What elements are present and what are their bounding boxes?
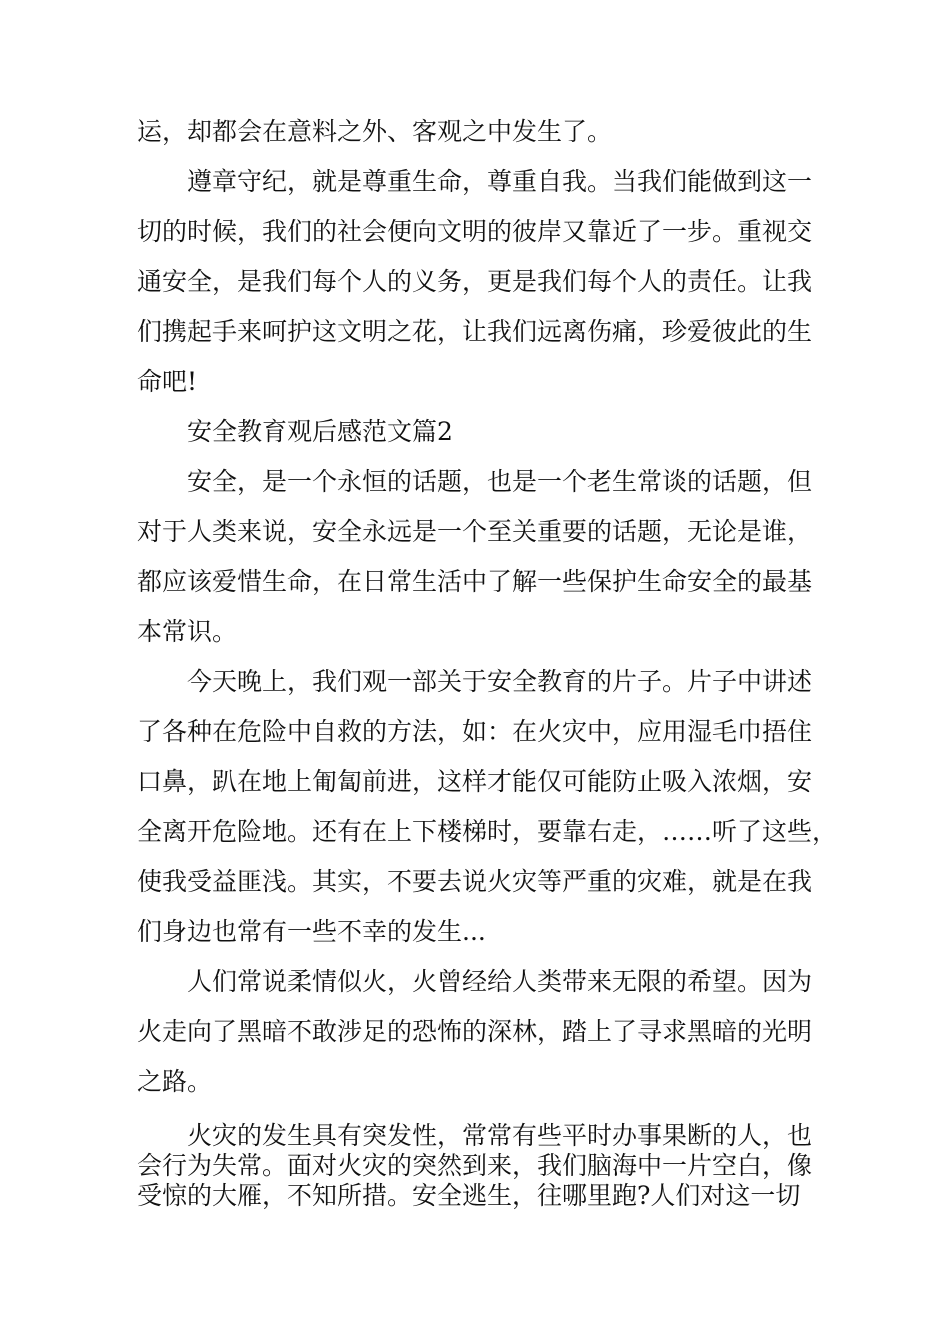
text-line: 们携起手来呵护这文明之花，让我们远离伤痛，珍爱彼此的生	[137, 317, 813, 346]
text-line: 受惊的大雁，不知所措。安全逃生，往哪里跑?人们对这一切	[137, 1181, 801, 1210]
text-line: 全离开危险地。还有在上下楼梯时，要靠右走，……听了这些，	[137, 817, 838, 846]
text-line: 之路。	[137, 1067, 213, 1096]
text-line: 们身边也常有一些不幸的发生...	[137, 917, 486, 946]
paragraph-first-line: 火灾的发生具有突发性，常常有些平时办事果断的人，也	[187, 1121, 813, 1150]
text-line: 命吧!	[137, 367, 198, 396]
text-line: 了各种在危险中自救的方法，如：在火灾中，应用湿毛巾捂住	[137, 717, 813, 746]
text-line: 运，却都会在意料之外、客观之中发生了。	[137, 117, 613, 146]
paragraph-first-line: 人们常说柔情似火，火曾经给人类带来无限的希望。因为	[187, 967, 813, 996]
text-line: 会行为失常。面对火灾的突然到来，我们脑海中一片空白，像	[137, 1151, 813, 1180]
paragraph-first-line: 安全，是一个永恒的话题，也是一个老生常谈的话题，但	[187, 467, 813, 496]
text-line: 口鼻，趴在地上匍匐前进，这样才能仅可能防止吸入浓烟，安	[137, 767, 813, 796]
text-line: 对于人类来说，安全永远是一个至关重要的话题，无论是谁，	[137, 517, 813, 546]
text-line: 火走向了黑暗不敢涉足的恐怖的深林，踏上了寻求黑暗的光明	[137, 1017, 813, 1046]
section-heading: 安全教育观后感范文篇2	[187, 417, 453, 446]
text-line: 都应该爱惜生命，在日常生活中了解一些保护生命安全的最基	[137, 567, 813, 596]
text-line: 本常识。	[137, 617, 238, 646]
paragraph-first-line: 遵章守纪，就是尊重生命，尊重自我。当我们能做到这一	[187, 167, 813, 196]
paragraph-first-line: 今天晚上，我们观一部关于安全教育的片子。片子中讲述	[187, 667, 813, 696]
text-line: 使我受益匪浅。其实，不要去说火灾等严重的灾难，就是在我	[137, 867, 813, 896]
text-line: 切的时候，我们的社会便向文明的彼岸又靠近了一步。重视交	[137, 217, 813, 246]
text-line: 通安全，是我们每个人的义务，更是我们每个人的责任。让我	[137, 267, 813, 296]
